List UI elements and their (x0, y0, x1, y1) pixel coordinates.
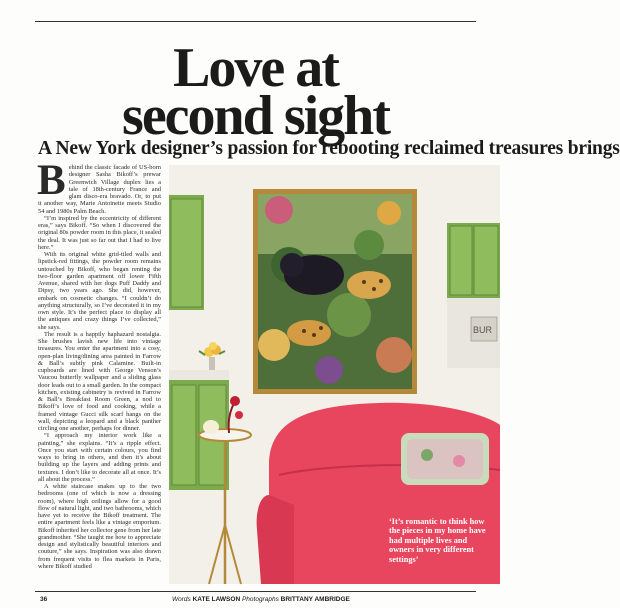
top-rule (35, 21, 476, 22)
photographs-label: Photographs (241, 596, 279, 603)
body-paragraph: A white staircase snakes up to the two bedrooms (one of which is now a dressing room), where high ceilings allow for a good flow of natural light, and two bathrooms, which have yet to receive the Bikoff treatment. The entire apartment feels like a vintage emporium. Bikoff inherited her collector gene from her late grandmother. “She taught me how to appreciate design and stylistically beautiful interiors and couture,” she says. Inspiration was also drawn from frequent visits to flea markets in Paris, where Bikoff studied (38, 483, 161, 570)
page-number: 36 (40, 596, 48, 603)
body-paragraph: “I’m inspired by the eccentricity of different eras,” says Bikoff. “So when I discovered the original 80s powder room in this place, it sealed the deal. It was just so far out that I had to live here.” (38, 214, 161, 251)
headline-line-2: second sight (122, 85, 389, 147)
body-paragraph: ehind the classic facade of US-born designer Sasha Bikoff’s prewar Greenwich Village duplex lies a tale of 18th-century France and glam disco-era bravado. Or, to put it another way, Marie Antoinette meets Studio 54 and 1980s Palm Beach. (38, 164, 161, 215)
words-label: Words (172, 596, 191, 603)
credits (172, 596, 350, 603)
body-paragraph: The result is a happily haphazard nostalgia. She brushes lavish new life into vintage treasures. You enter the apartment into a cosy, open-plan living/dining area painted in Farrow & Ball’s subtly pink Calamine. Built-in cupboards are lined with George Venson’s Vaucou butterfly wallpaper and a sliding glass door leads out to a small garden. In the compact kitchen, existing cabinetry is revived in Farrow & Ball’s Breakfast Room Green, a nod to Bikoff’s love of food and cooking, while a framed vintage Gucci silk scarf hangs on the wall, depicting a leopard and a black panther circling one another, perhaps for dinner. (38, 330, 161, 432)
photographer-name: BRITTANY AMBRIDGE (280, 596, 350, 603)
standfirst: A New York designer’s passion for rebooting reclaimed treasures brings (38, 138, 620, 159)
body-text-column (37, 157, 161, 584)
drop-cap: B (37, 157, 66, 204)
body-paragraph: With its original white grid-tiled walls and lipstick-red fittings, the powder room remains untouched by Bikoff, who began renting the two-floor garden apartment off lower Fifth Avenue, shared with her dogs Puff Daddy and Dipsy, two years ago. She did, however, embark on cosmetic changes. “I couldn’t do anything structurally, so I’ve decorated it in my own style. It’s the perfect place to display all the antiques and crazy things I’ve collected,” she says. (38, 251, 161, 331)
body-paragraph: “I approach my interior work like a painting,” she explains. “It’s a ripple effect. Once you start with certain colours, you find ways to bring in others, and then it’s about building up the layers and adding prints and textures. I don’t like to decorate all at once. It’s all about the process.” (38, 432, 161, 483)
pull-quote: ‘It’s romantic to think how the pieces in my home have had multiple lives and owners in very different settings’ (389, 517, 486, 564)
headline-line-1: Love at (173, 37, 338, 99)
bottom-rule (35, 591, 476, 592)
writer-name: KATE LAWSON (192, 596, 241, 603)
svg-text:BUR: BUR (473, 325, 493, 335)
